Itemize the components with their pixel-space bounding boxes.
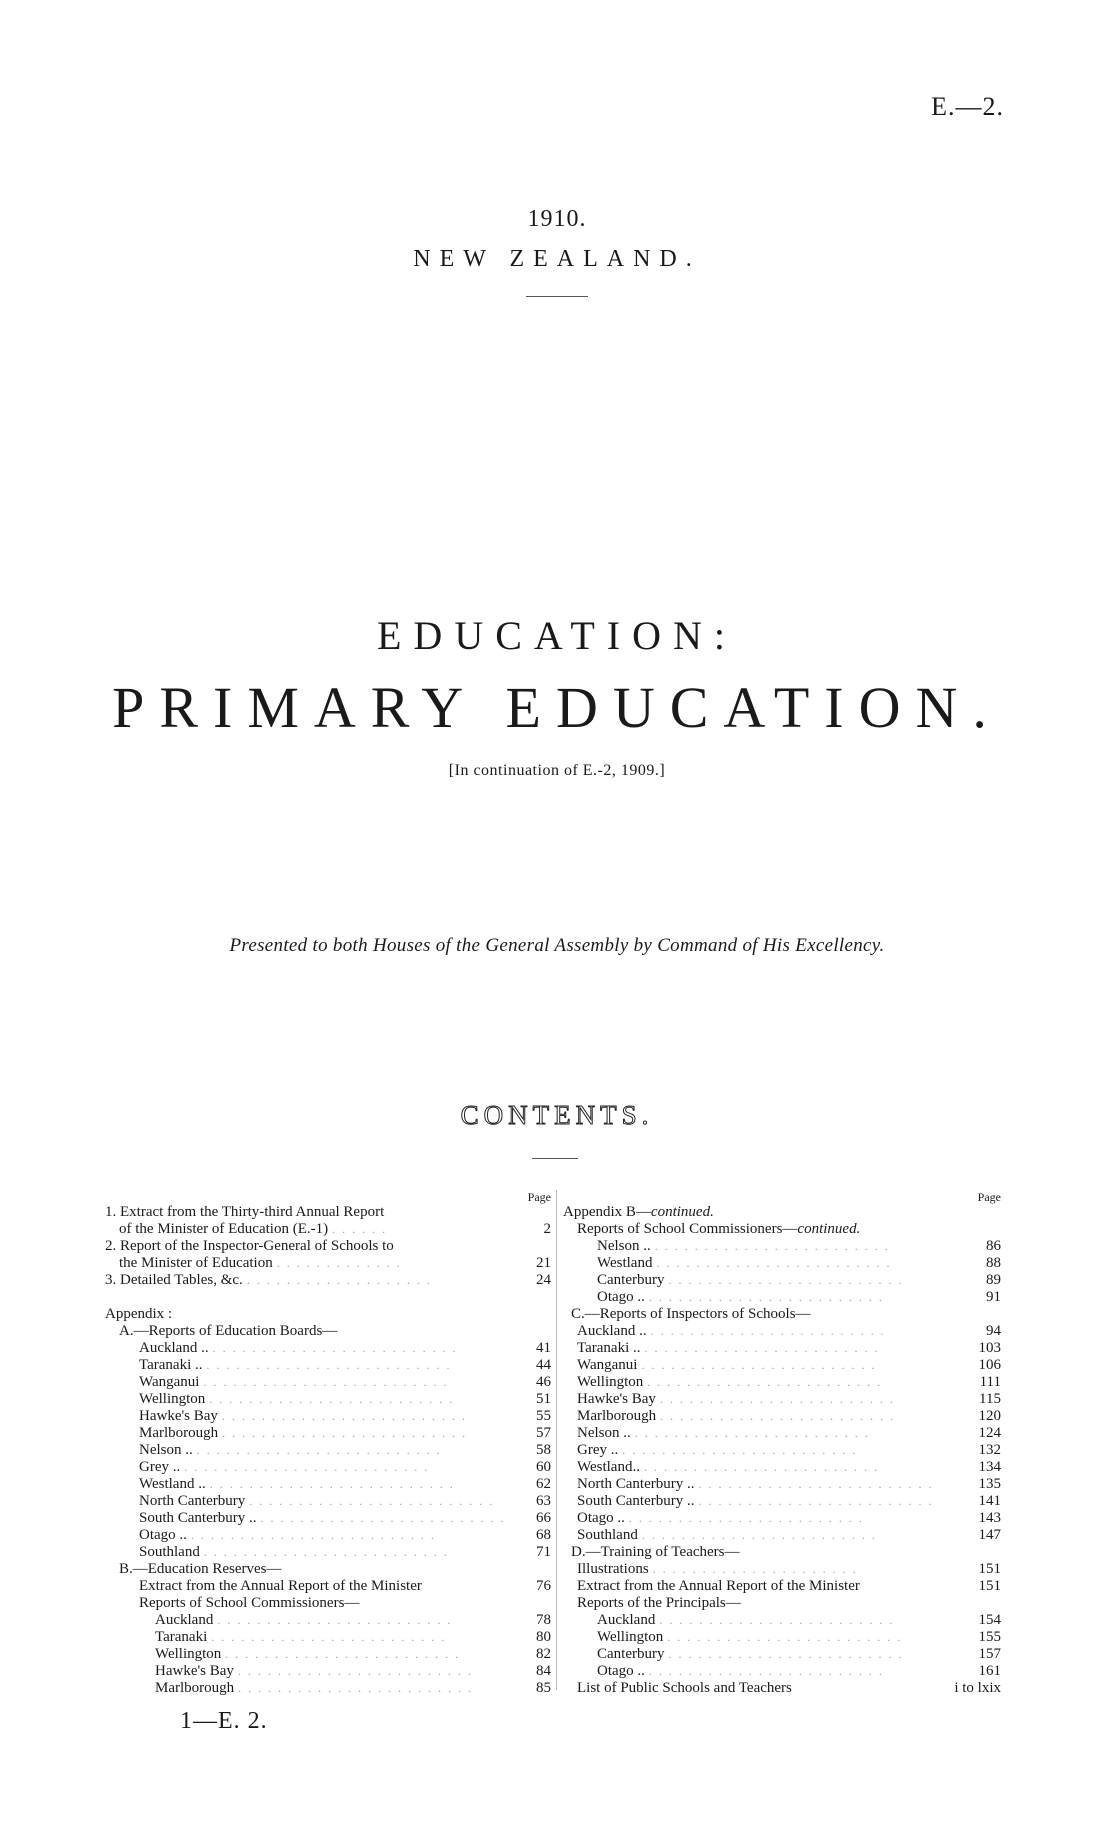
list-item: Extract from the Annual Report of the Minister 76	[139, 1578, 551, 1594]
page-footer: 1—E. 2.	[180, 1708, 268, 1734]
subsection-heading: Reports of School Commissioners— continued.	[577, 1221, 861, 1237]
list-item: Wellington . . . . . . . . . . . . . . . . . . . . . . . . . 51	[139, 1391, 551, 1407]
entry-text: 3. Detailed Tables, &c.	[105, 1272, 243, 1288]
list-item: Southland . . . . . . . . . . . . . . . . . . . . . . . . 147	[577, 1527, 1001, 1543]
list-item: Otago .. . . . . . . . . . . . . . . . . . . . . . . . . . 68	[139, 1527, 551, 1543]
list-item: 3. Detailed Tables, &c. . . . . . . . . . . . . . . . . . . . 24	[105, 1272, 551, 1288]
country: NEW ZEALAND.	[413, 246, 701, 272]
page-column-label: Page	[527, 1190, 551, 1204]
list-item	[105, 1238, 551, 1255]
list-item: Hawke's Bay . . . . . . . . . . . . . . . . . . . . . . . . . 55	[139, 1408, 551, 1424]
presented-line: Presented to both Houses of the General Assembly by Command of His Excellency.	[229, 935, 885, 956]
appendix-b-continued: Appendix B— continued.	[563, 1204, 714, 1220]
entry-page: 24	[536, 1272, 551, 1288]
list-item: Auckland .. . . . . . . . . . . . . . . . . . . . . . . . . . 41	[139, 1340, 551, 1356]
column-divider	[556, 1190, 557, 1690]
list-item: North Canterbury . . . . . . . . . . . . . . . . . . . . . . . . . 63	[139, 1493, 551, 1509]
list-item: Grey .. . . . . . . . . . . . . . . . . . . . . . . . . . 60	[139, 1459, 551, 1475]
paper-reference: E.—2.	[931, 92, 1004, 121]
entry-page: 21	[536, 1255, 551, 1271]
section-b-heading: B.—Education Reserves—	[119, 1561, 282, 1577]
list-item: Auckland . . . . . . . . . . . . . . . . . . . . . . . . 154	[597, 1612, 1001, 1628]
list-item: Grey .. . . . . . . . . . . . . . . . . . . . . . . . . 132	[577, 1442, 1001, 1458]
section-c-heading: C.—Reports of Inspectors of Schools—	[571, 1306, 811, 1322]
list-item: Westland.. . . . . . . . . . . . . . . . . . . . . . . . . 134	[577, 1459, 1001, 1475]
list-item: Hawke's Bay . . . . . . . . . . . . . . . . . . . . . . . . 115	[577, 1391, 1001, 1407]
list-item: South Canterbury .. . . . . . . . . . . . . . . . . . . . . . . . . . 66	[139, 1510, 551, 1526]
list-item: Wanganui . . . . . . . . . . . . . . . . . . . . . . . . 106	[577, 1357, 1001, 1373]
list-item: List of Public Schools and Teachers i to lxix	[577, 1680, 1001, 1696]
divider	[532, 1158, 578, 1159]
list-item: Wellington . . . . . . . . . . . . . . . . . . . . . . . . 155	[597, 1629, 1001, 1645]
list-item: Nelson .. . . . . . . . . . . . . . . . . . . . . . . . . . 58	[139, 1442, 551, 1458]
list-item: Westland .. . . . . . . . . . . . . . . . . . . . . . . . . . 62	[139, 1476, 551, 1492]
list-item: Otago .. . . . . . . . . . . . . . . . . . . . . . . . . 143	[577, 1510, 1001, 1526]
appendix-label: Appendix :	[105, 1306, 173, 1322]
title-line-2: PRIMARY EDUCATION.	[112, 675, 1002, 740]
list-item: Otago .. . . . . . . . . . . . . . . . . . . . . . . . . 91	[597, 1289, 1001, 1305]
divider	[526, 296, 588, 297]
list-item: Westland . . . . . . . . . . . . . . . . . . . . . . . . 88	[597, 1255, 1001, 1271]
list-item: Marlborough . . . . . . . . . . . . . . . . . . . . . . . . 120	[577, 1408, 1001, 1424]
entry-text: 2. Report of the Inspector-General of Schools to	[105, 1238, 394, 1254]
entry-text: the Minister of Education	[119, 1255, 273, 1271]
list-item: Taranaki . . . . . . . . . . . . . . . . . . . . . . . . 80	[155, 1629, 551, 1645]
list-item: Auckland .. . . . . . . . . . . . . . . . . . . . . . . . . 94	[577, 1323, 1001, 1339]
contents-left-column	[105, 1190, 551, 1697]
subsection-heading: Reports of School Commissioners—	[139, 1595, 360, 1611]
list-item: North Canterbury .. . . . . . . . . . . . . . . . . . . . . . . . . 135	[577, 1476, 1001, 1492]
continuation-note: [In continuation of E.-2, 1909.]	[448, 762, 666, 779]
subsection-heading: Reports of the Principals—	[577, 1595, 741, 1611]
list-item: Marlborough . . . . . . . . . . . . . . . . . . . . . . . . . 57	[139, 1425, 551, 1441]
year: 1910.	[527, 206, 587, 232]
list-item: Auckland . . . . . . . . . . . . . . . . . . . . . . . . 78	[155, 1612, 551, 1628]
contents-right-column	[563, 1190, 1001, 1697]
list-item: of the Minister of Education (E.-1) . . . . . . 2	[119, 1221, 551, 1237]
title-line-1: EDUCATION:	[377, 613, 737, 658]
list-item: South Canterbury .. . . . . . . . . . . . . . . . . . . . . . . . . 141	[577, 1493, 1001, 1509]
list-item: Southland . . . . . . . . . . . . . . . . . . . . . . . . . 71	[139, 1544, 551, 1560]
contents-heading: CONTENTS.	[460, 1100, 654, 1130]
entry-text: 1. Extract from the Thirty-third Annual Report	[105, 1204, 385, 1220]
list-item: Nelson .. . . . . . . . . . . . . . . . . . . . . . . . . 124	[577, 1425, 1001, 1441]
list-item	[105, 1204, 551, 1221]
list-item: Marlborough . . . . . . . . . . . . . . . . . . . . . . . . 85	[155, 1680, 551, 1696]
list-item: Wellington . . . . . . . . . . . . . . . . . . . . . . . . 82	[155, 1646, 551, 1662]
page-column-label: Page	[977, 1190, 1001, 1204]
list-item: Wanganui . . . . . . . . . . . . . . . . . . . . . . . . . 46	[139, 1374, 551, 1390]
list-item: Illustrations . . . . . . . . . . . . . . . . . . . . . 151	[577, 1561, 1001, 1577]
list-item: Hawke's Bay . . . . . . . . . . . . . . . . . . . . . . . . 84	[155, 1663, 551, 1679]
list-item: Canterbury . . . . . . . . . . . . . . . . . . . . . . . . 89	[597, 1272, 1001, 1288]
list-item: Taranaki .. . . . . . . . . . . . . . . . . . . . . . . . . . 44	[139, 1357, 551, 1373]
entry-text: of the Minister of Education (E.-1)	[119, 1221, 329, 1237]
list-item: the Minister of Education . . . . . . . . . . . . . 21	[119, 1255, 551, 1271]
list-item: Taranaki .. . . . . . . . . . . . . . . . . . . . . . . . . 103	[577, 1340, 1001, 1356]
list-item: Extract from the Annual Report of the Minister 151	[577, 1578, 1001, 1594]
section-a-heading: A.—Reports of Education Boards—	[119, 1323, 338, 1339]
list-item: Otago .. . . . . . . . . . . . . . . . . . . . . . . . . 161	[597, 1663, 1001, 1679]
entry-page: 2	[543, 1221, 551, 1237]
list-item: Wellington . . . . . . . . . . . . . . . . . . . . . . . . 111	[577, 1374, 1001, 1390]
list-item: Canterbury . . . . . . . . . . . . . . . . . . . . . . . . 157	[597, 1646, 1001, 1662]
list-item: Nelson .. . . . . . . . . . . . . . . . . . . . . . . . . 86	[597, 1238, 1001, 1254]
section-d-heading: D.—Training of Teachers—	[571, 1544, 740, 1560]
